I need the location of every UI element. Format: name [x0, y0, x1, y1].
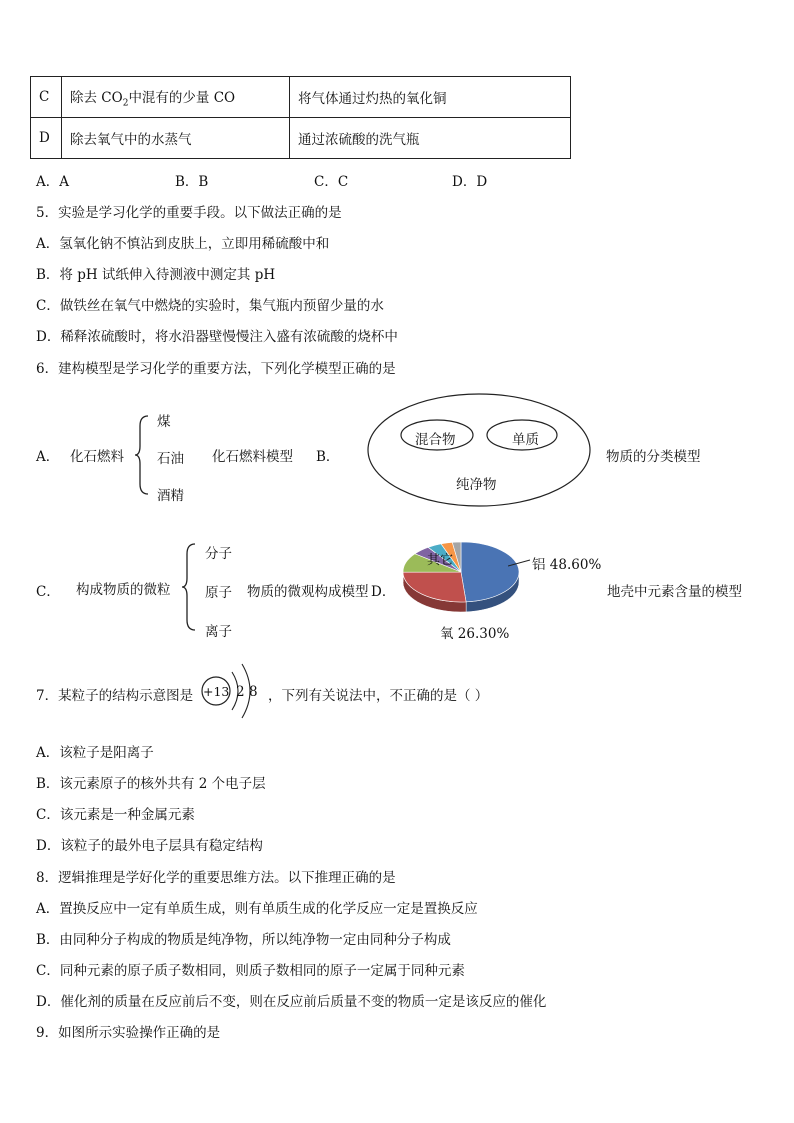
q8-option-b: B．由同种分子构成的物质是纯净物，所以纯净物一定由同种分子构成: [36, 932, 451, 948]
options-table: [30, 76, 571, 159]
q6-c-caption: 物质的微观构成模型: [247, 584, 369, 600]
table-row: [31, 77, 571, 118]
pie-label-other: 其它: [427, 553, 454, 568]
table-cell-method: 通过浓硫酸的洗气瓶: [290, 118, 571, 159]
q5-option-a: A．氢氧化钠不慎沾到皮肤上，立即用稀硫酸中和: [36, 236, 330, 252]
q6-a-letter: A．: [36, 449, 60, 465]
q6-a-item-alcohol: 酒精: [157, 488, 184, 504]
q6-c-item-atom: 原子: [205, 585, 232, 601]
brace-icon: [134, 414, 152, 496]
q6-d-letter: D．: [371, 584, 396, 600]
q6-a-caption: 化石燃料模型: [212, 449, 293, 465]
q5-option-b: B．将 pH 试纸伸入待测液中测定其 pH: [36, 267, 276, 283]
q7-option-a: A．该粒子是阳离子: [36, 745, 154, 761]
atom-shell-1-count: 2: [236, 684, 245, 700]
q6-stem: 6．建构模型是学习化学的重要方法，下列化学模型正确的是: [36, 361, 396, 377]
leader-line-aluminum: [508, 556, 532, 570]
table-cell-letter: C: [31, 77, 62, 118]
q4-choice-b: B．B: [175, 174, 209, 190]
q4-choice-a: A．A: [36, 174, 69, 190]
atom-nucleus-charge: +13: [203, 684, 230, 699]
atom-shell-2-count: 8: [249, 684, 258, 700]
q5-option-c: C．做铁丝在氧气中燃烧的实验时，集气瓶内预留少量的水: [36, 298, 384, 314]
table-cell-task: 除去氧气中的水蒸气: [62, 118, 290, 159]
q8-stem: 8．逻辑推理是学好化学的重要思维方法。以下推理正确的是: [36, 870, 396, 886]
q4-choice-d: D．D: [452, 174, 488, 190]
q9-stem: 9．如图所示实验操作正确的是: [36, 1025, 221, 1041]
q6-b-caption: 物质的分类模型: [606, 449, 701, 465]
q7-stem-post: ，下列有关说法中，不正确的是（ ）: [268, 688, 489, 704]
q8-option-c: C．同种元素的原子质子数相同，则质子数相同的原子一定属于同种元素: [36, 963, 465, 979]
table-cell-task: 除去 $CO_2$中混有的少量 CO: [62, 77, 290, 118]
q7-option-c: C．该元素是一种金属元素: [36, 807, 195, 823]
q6-a-item-coal: 煤: [157, 414, 171, 430]
q6-b-letter: B．: [316, 449, 340, 465]
q6-b-inner-element: 单质: [512, 432, 539, 448]
q6-a-root: 化石燃料: [70, 449, 124, 465]
q6-c-item-molecule: 分子: [205, 546, 232, 562]
q7-stem-pre: 7．某粒子的结构示意图是: [36, 688, 194, 704]
q5-option-d: D．稀释浓硫酸时，将水沿器壁慢慢注入盛有浓硫酸的烧杯中: [36, 329, 398, 345]
q8-option-a: A．置换反应中一定有单质生成，则有单质生成的化学反应一定是置换反应: [36, 901, 478, 917]
q4-choice-c: C．C: [314, 174, 349, 190]
q5-stem: 5．实验是学习化学的重要手段。以下做法正确的是: [36, 205, 342, 221]
table-row: [31, 118, 571, 159]
q6-c-root: 构成物质的微粒: [76, 582, 171, 598]
q7-option-d: D．该粒子的最外电子层具有稳定结构: [36, 838, 263, 854]
q6-c-letter: C．: [36, 584, 60, 600]
pie-label-oxygen: 氧 26.30%: [440, 626, 510, 642]
crust-element-pie-chart: [398, 538, 528, 628]
pie-label-aluminum: 铝 48.60%: [532, 557, 602, 573]
q6-b-inner-mixture: 混合物: [415, 432, 456, 448]
brace-icon: [181, 542, 199, 632]
q7-option-b: B．该元素原子的核外共有 2 个电子层: [36, 776, 266, 792]
q6-d-caption: 地壳中元素含量的模型: [607, 584, 742, 600]
table-cell-letter: D: [31, 118, 62, 159]
q6-c-item-ion: 离子: [205, 624, 232, 640]
table-cell-method: 将气体通过灼热的氧化铜: [290, 77, 571, 118]
q8-option-d: D．催化剂的质量在反应前后不变，则在反应前后质量不变的物质一定是该反应的催化: [36, 994, 547, 1010]
q6-b-outer-pure: 纯净物: [456, 477, 497, 493]
q6-a-item-oil: 石油: [157, 451, 184, 467]
